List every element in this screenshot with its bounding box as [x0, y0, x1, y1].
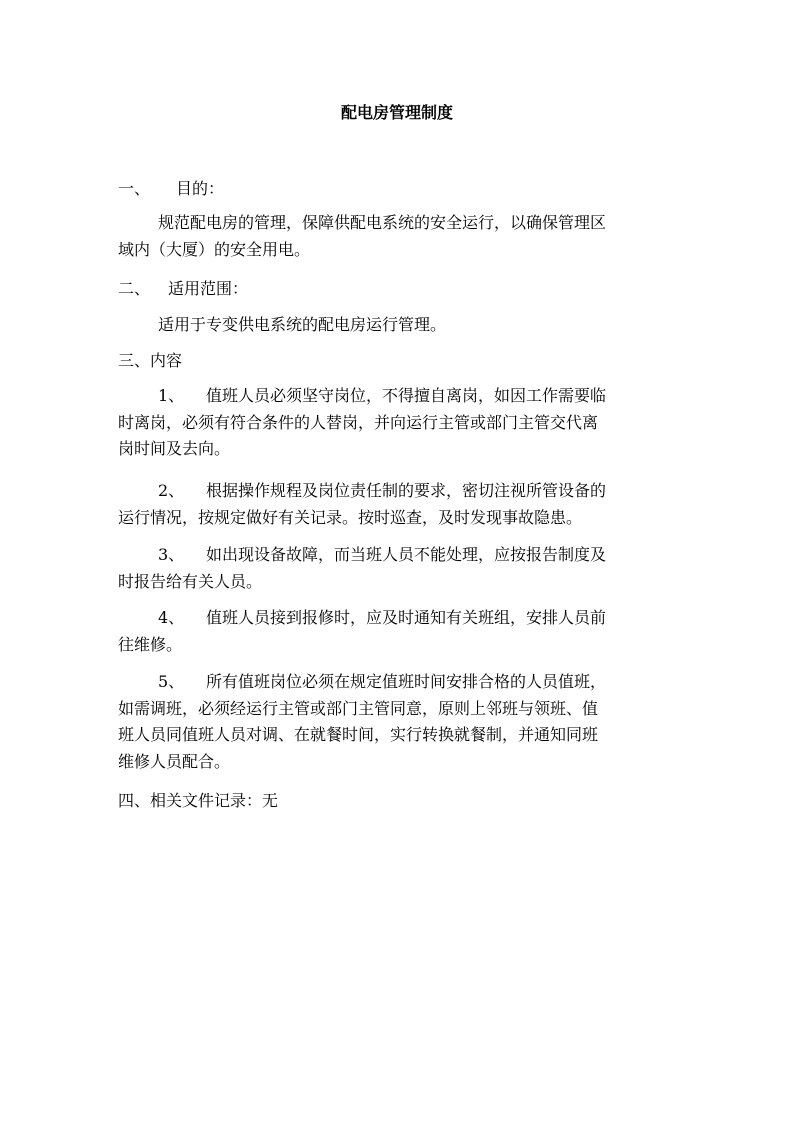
section-number: 一、	[118, 179, 151, 198]
paragraph-line: 岗时间及去向。	[118, 439, 231, 458]
section-heading-content: 三、内容	[118, 351, 183, 370]
section-heading-purpose	[118, 178, 224, 200]
item-number: 3、	[158, 545, 185, 564]
paragraph-line: 往维修。	[118, 634, 183, 654]
content-item-3	[118, 542, 678, 595]
item-number: 5、	[158, 672, 185, 691]
paragraph-line: 根据操作规程及岗位责任制的要求，密切注视所管设备的	[206, 481, 607, 500]
paragraph-line: 时离岗，必须有符合条件的人替岗，并向运行主管或部门主管交代离	[118, 412, 599, 432]
section-heading-scope	[118, 278, 248, 300]
section-heading-records: 四、相关文件记录：无	[118, 791, 279, 810]
paragraph-line: 域内（大厦）的安全用电。	[118, 239, 311, 259]
section-body-purpose	[118, 210, 678, 263]
paragraph-line: 规范配电房的管理，保障供配电系统的安全运行，以确保管理区	[158, 213, 607, 232]
section-title: 适用范围：	[168, 279, 249, 298]
item-number: 1、	[158, 386, 185, 405]
section-body-scope	[118, 312, 678, 339]
document-title: 配电房管理制度	[340, 103, 453, 122]
paragraph-line: 值班人员接到报修时，应及时通知有关班组，安排人员前	[206, 608, 607, 627]
paragraph-line: 班人员同值班人员对调、在就餐时间，实行转换就餐制，并通知同班	[118, 725, 599, 744]
content-item-1	[118, 383, 678, 463]
content-item-4	[118, 605, 678, 658]
paragraph-line: 如需调班，必须经运行主管或部门主管同意，原则上邻班与领班、值	[118, 698, 599, 718]
paragraph-line: 如出现设备故障，而当班人员不能处理，应按报告制度及	[206, 545, 607, 564]
item-number: 2、	[158, 481, 185, 500]
paragraph-line: 时报告给有关人员。	[118, 571, 263, 591]
section-title: 目的：	[176, 179, 225, 198]
content-item-2	[118, 478, 678, 531]
item-number: 4、	[158, 608, 185, 627]
paragraph-line: 运行情况，按规定做好有关记录。按时巡查，及时发现事故隐患。	[118, 507, 583, 527]
paragraph-line: 维修人员配合。	[118, 751, 231, 771]
paragraph-line: 所有值班岗位必须在规定值班时间安排合格的人员值班，	[206, 672, 607, 691]
paragraph-line: 值班人员必须坚守岗位，不得擅自离岗，如因工作需要临	[206, 386, 607, 405]
content-item-5	[118, 669, 678, 775]
paragraph-line: 适用于专变供电系统的配电房运行管理。	[158, 315, 447, 334]
section-number: 二、	[118, 279, 151, 298]
